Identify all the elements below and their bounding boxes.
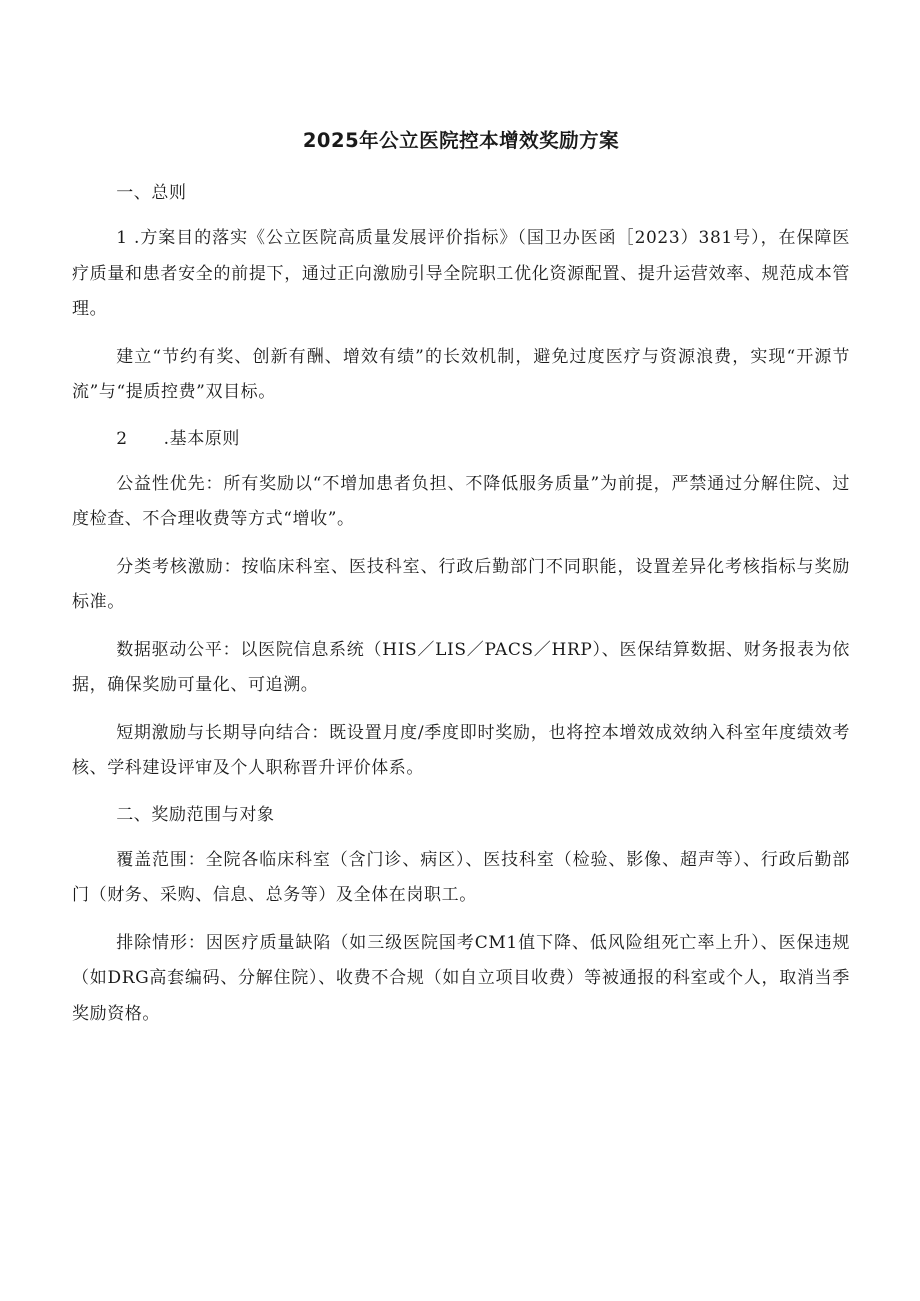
subheading-basic-principles — [72, 423, 850, 455]
purpose-text: .方案目的落实《公立医院高质量发展评价指标》（国卫办医函［2023）381号），在保障医疗质量和患者安全的前提下，通过正向激励引导全院职工优化资源配置、提升运营效率、规范成本管理。 — [72, 228, 850, 319]
paragraph-purpose — [72, 221, 850, 328]
paragraph-principle-public-welfare: 公益性优先：所有奖励以“不增加患者负担、不降低服务质量”为前提，严禁通过分解住院、过度检查、不合理收费等方式“增收”。 — [72, 473, 850, 529]
item-number: 1 — [116, 228, 128, 248]
paragraph-principle-term: 短期激励与长期导向结合：既设置月度/季度即时奖励，也将控本增效成效纳入科室年度绩效考核、学科建设评审及个人职称晋升评价体系。 — [72, 722, 850, 778]
section-heading-scope: 二、奖励范围与对象 — [116, 804, 275, 825]
item-number: 2 — [116, 428, 128, 449]
section-heading-general: 一、总则 — [116, 183, 187, 203]
paragraph-principle-category: 分类考核激励：按临床科室、医技科室、行政后勤部门不同职能，设置差异化考核指标与奖励标准。 — [72, 556, 850, 612]
document-title: 2025年公立医院控本增效奖励方案 — [302, 129, 620, 152]
paragraph-scope-coverage: 覆盖范围：全院各临床科室（含门诊、病区）、医技科室（检验、影像、超声等）、行政后勤部门（财务、采购、信息、总务等）及全体在岗职工。 — [72, 849, 850, 905]
subheading-text: .基本原则 — [163, 428, 241, 449]
paragraph-mechanism: 建立“节约有奖、创新有酬、增效有绩”的长效机制，避免过度医疗与资源浪费，实现“开源节流”与“提质控费”双目标。 — [72, 346, 850, 402]
paragraph-scope-exclusion: 排除情形：因医疗质量缺陷（如三级医院国考CM1值下降、低风险组死亡率上升）、医保违规（如DRG高套编码、分解住院）、收费不合规（如自立项目收费）等被通报的科室或个人，取消当季奖励资格。 — [72, 932, 850, 1024]
paragraph-principle-data: 数据驱动公平：以医院信息系统（HIS／LIS／PACS／HRP）、医保结算数据、财务报表为依据，确保奖励可量化、可追溯。 — [72, 639, 850, 695]
